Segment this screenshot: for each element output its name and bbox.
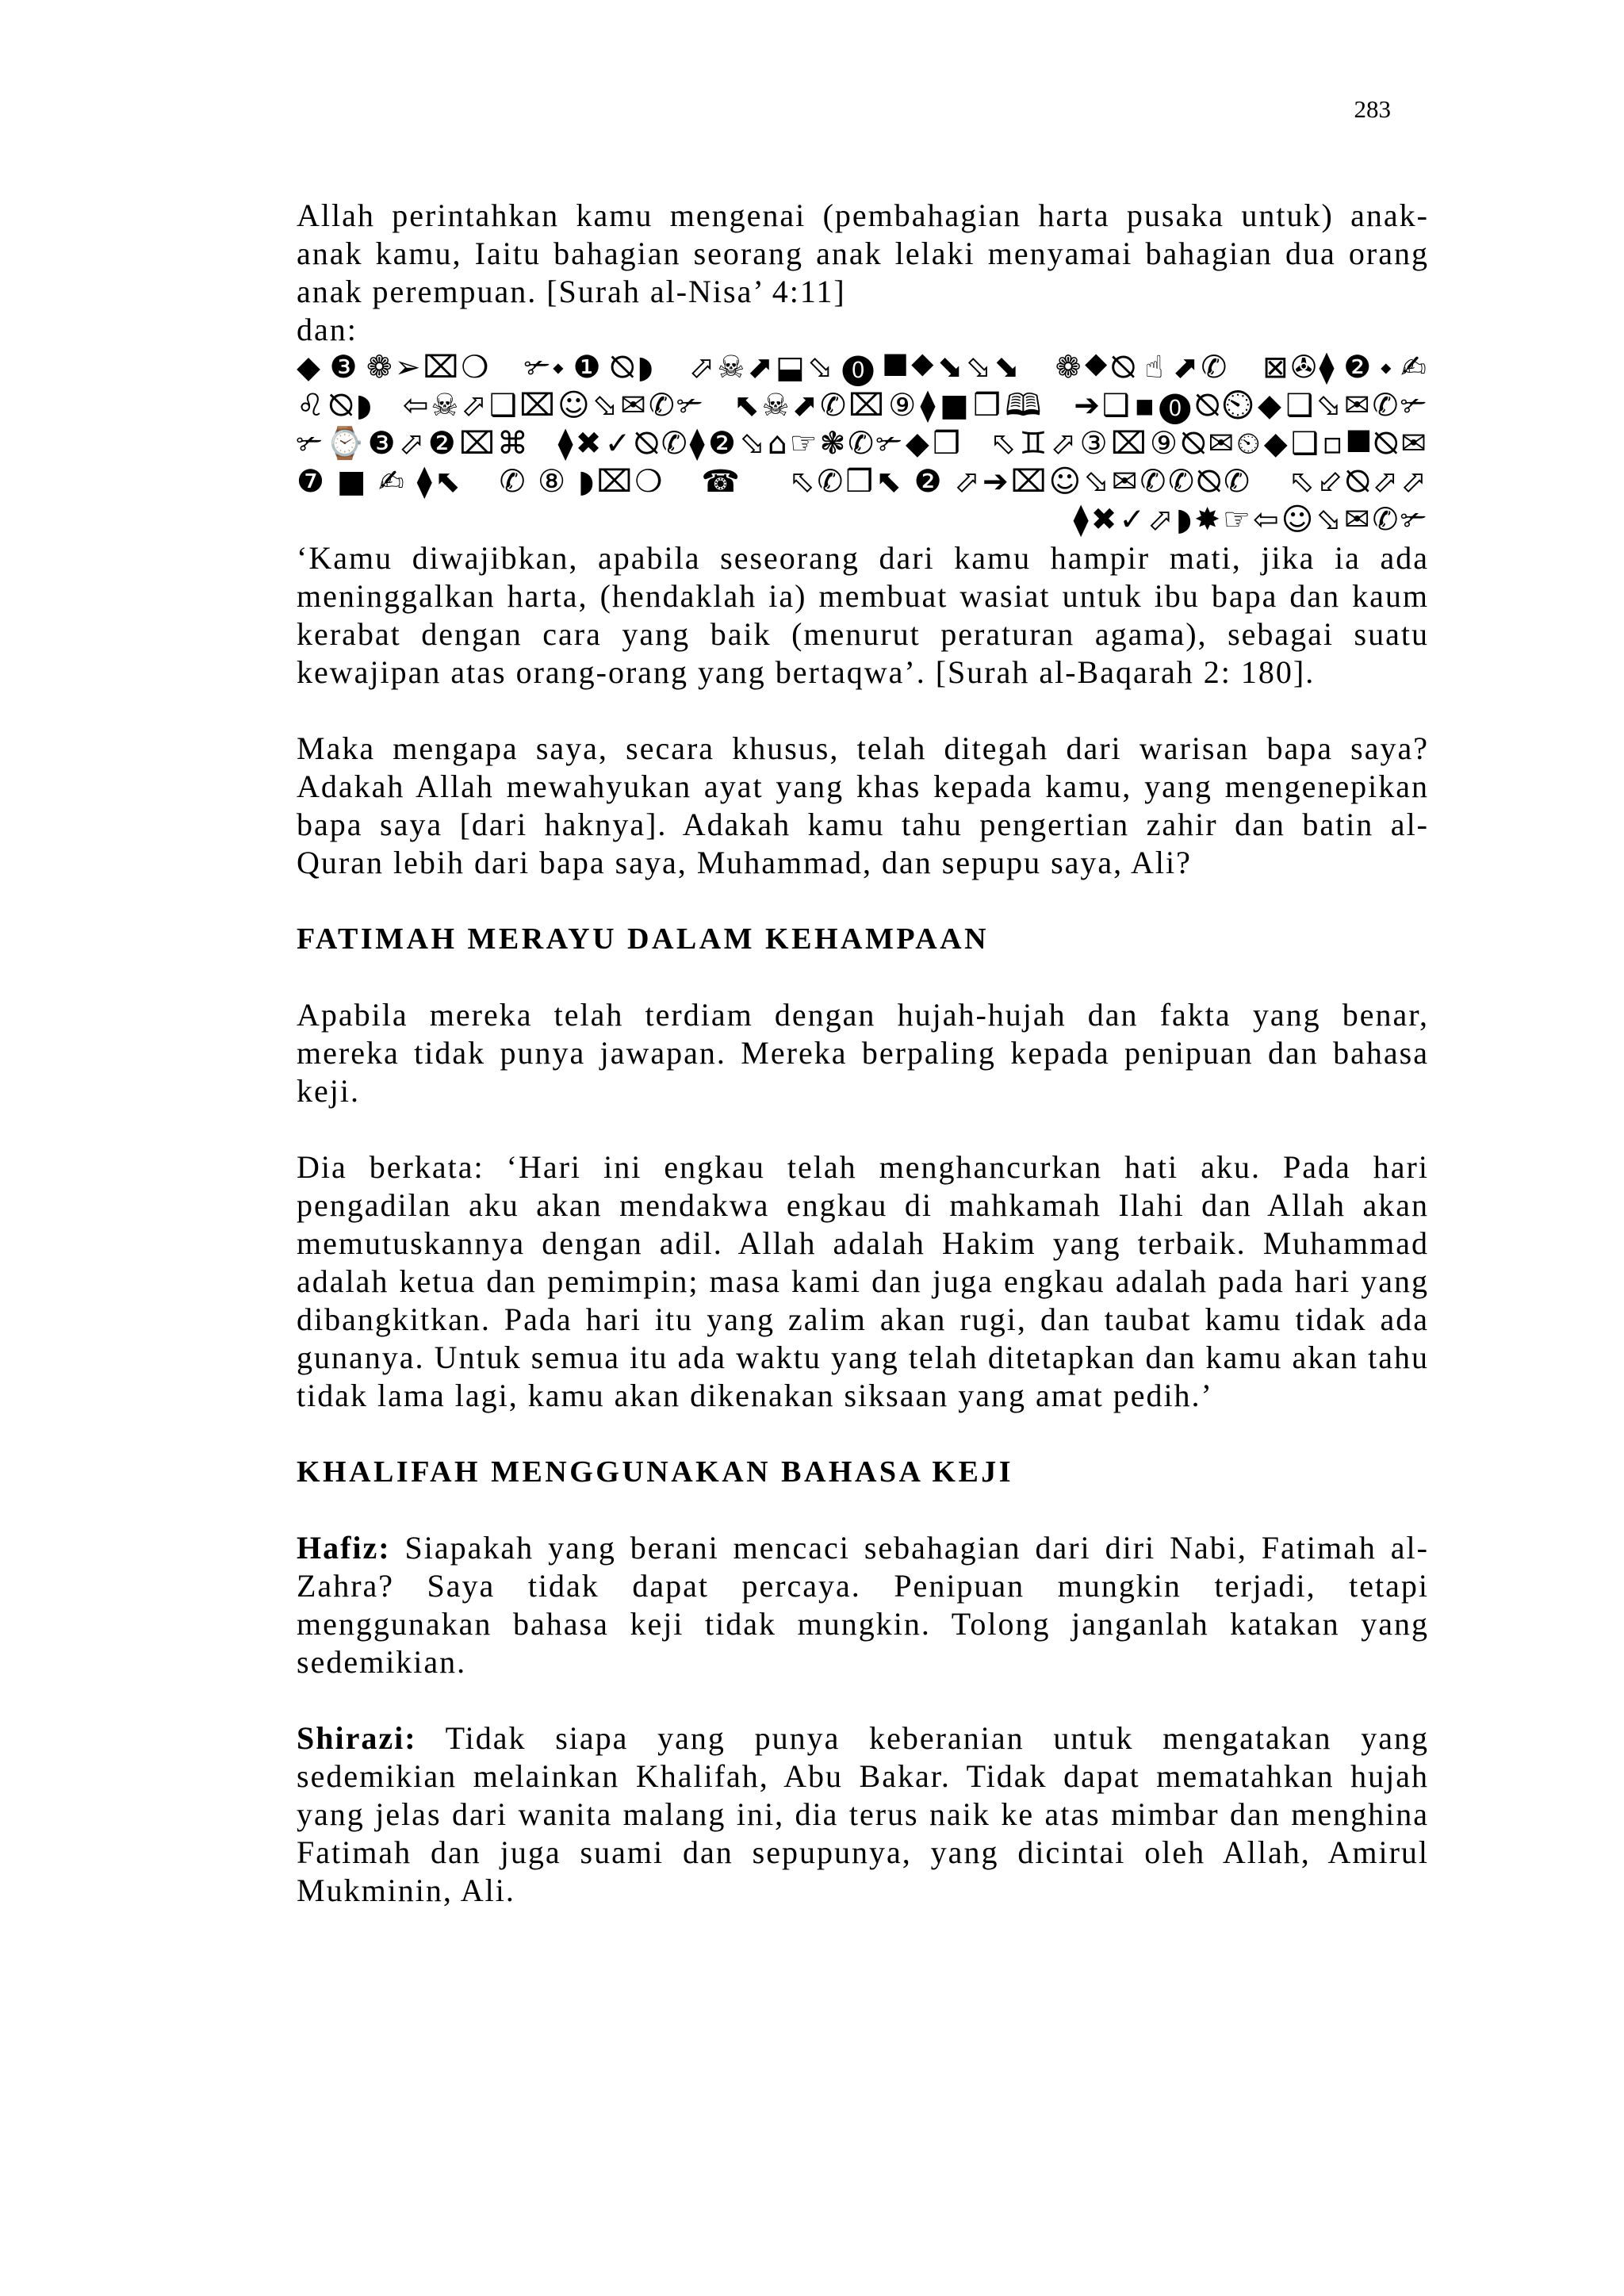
paragraph-spacer: [297, 1491, 1429, 1529]
paragraph: Allah perintahkan kamu mengenai (pembahagian harta pusaka untuk) anak-anak kamu, Iaitu bahagian seorang anak lelaki menyamai bahagian dua orang anak perempuan. [Surah al-Nisa’ 4:11]: [297, 197, 1429, 309]
section-heading: KHALIFAH MENGGUNAKAN BAHASA KEJI: [297, 1455, 1014, 1489]
page-body: [297, 197, 1429, 1910]
dialog-text: Siapakah yang berani mencaci sebahagian dari diri Nabi, Fatimah al-Zahra? Saya tidak dapat percaya. Penipuan mungkin terjadi, tetapi menggunakan bahasa keji tidak mungkin. Tolong janganlah katakan yang sedemikian.: [297, 1530, 1429, 1680]
paragraph: Maka mengapa saya, secara khusus, telah ditegah dari warisan bapa saya? Adakah Allah mewahyukan ayat yang khas kepada kamu, yang mengenepikan bapa saya [dari haknya]. Adakah kamu tahu pengertian zahir dan batin al-Quran lebih dari bapa saya, Muhammad, dan sepupu saya, Ali?: [297, 730, 1429, 880]
dialog-paragraph: [297, 1529, 1429, 1681]
dialog-paragraph: [297, 1719, 1429, 1910]
paragraph: ‘Kamu diwajibkan, apabila seseorang dari kamu hampir mati, jika ia ada meninggalkan harta, (hendaklah ia) membuat wasiat untuk ibu bapa dan kaum kerabat dengan cara yang baik (menurut peraturan agama), sebagai suatu kewajipan atas orang-orang yang bertaqwa’. [Surah al-Baqarah 2: 180].: [297, 540, 1429, 690]
paragraph: dan:: [297, 312, 358, 347]
paragraph: Apabila mereka telah terdiam dengan hujah-hujah dan fakta yang benar, mereka tidak punya jawapan. Mereka berpaling kepada penipuan dan bahasa keji.: [297, 997, 1429, 1109]
page-number: 283: [1354, 95, 1391, 123]
dialog-text: Tidak siapa yang punya keberanian untuk mengatakan yang sedemikian melainkan Khalifah, Abu Bakar. Tidak dapat mematahkan hujah yang jelas dari wanita malang ini, dia terus naik ke atas mimbar dan menghina Fatimah dan juga suami dan sepupunya, yang dicintai oleh Allah, Amirul Mukminin, Ali.: [297, 1720, 1429, 1908]
paragraph-spacer: [297, 882, 1429, 920]
section-heading: FATIMAH MERAYU DALAM KEHAMPAAN: [297, 922, 990, 956]
paragraph-spacer: [297, 692, 1429, 730]
speaker-name: Shirazi:: [297, 1720, 417, 1756]
paragraph-spacer: [297, 1110, 1429, 1148]
paragraph-spacer: [297, 958, 1429, 996]
paragraph-spacer: [297, 1681, 1429, 1719]
paragraph-spacer: [297, 1415, 1429, 1453]
arabic-verse-glyphs: ◆❸❁➢⌧❍ ✃⬩❶⦰◗ ⬀☠⬈⬓⬂⓿⯀⯁⬊⬂⬊ ❁⯁⦰☝⬈✆ ⊠✇⧫❷⬩✍ ♌⦰◗ ⇦☠⬀❑⌧☺⬂✉✆✃ ⬉☠⬈✆⌧⑨⧫■❒🕮 ➔❑▪⓿⦰⏲◆❑⬂✉✆✃ ✃⌚❸⬀❷⌧⌘ ⧫✖✓⦰✆⧫❷⬂⌂☞❃✆✃◆❒ ⬁♊⬀③⌧⑨⦰✉⏲◆❑▫⯀⦰✉ ❼■✍⧫⬉ ✆⑧◗⌧❍ ☎ ⬁✆❒⬉❷⬀➔⌧☺⬂✉✆✆⦰✆ ⬁⬃⦰⬀⬀ ⧫✖✓⬀◗✸☞⇦☺⬂✉✆✃: [297, 350, 1429, 538]
paragraph: Dia berkata: ‘Hari ini engkau telah menghancurkan hati aku. Pada hari pengadilan aku akan mendakwa engkau di mahkamah Ilahi dan Allah akan memutuskannya dengan adil. Allah adalah Hakim yang terbaik. Muhammad adalah ketua dan pemimpin; masa kami dan juga engkau adalah pada hari yang dibangkitkan. Pada hari itu yang zalim akan rugi, dan taubat kamu tidak ada gunanya. Untuk semua itu ada waktu yang telah ditetapkan dan kamu akan tahu tidak lama lagi, kamu akan dikenakan siksaan yang amat pedih.’: [297, 1149, 1429, 1413]
speaker-name: Hafiz:: [297, 1530, 391, 1566]
